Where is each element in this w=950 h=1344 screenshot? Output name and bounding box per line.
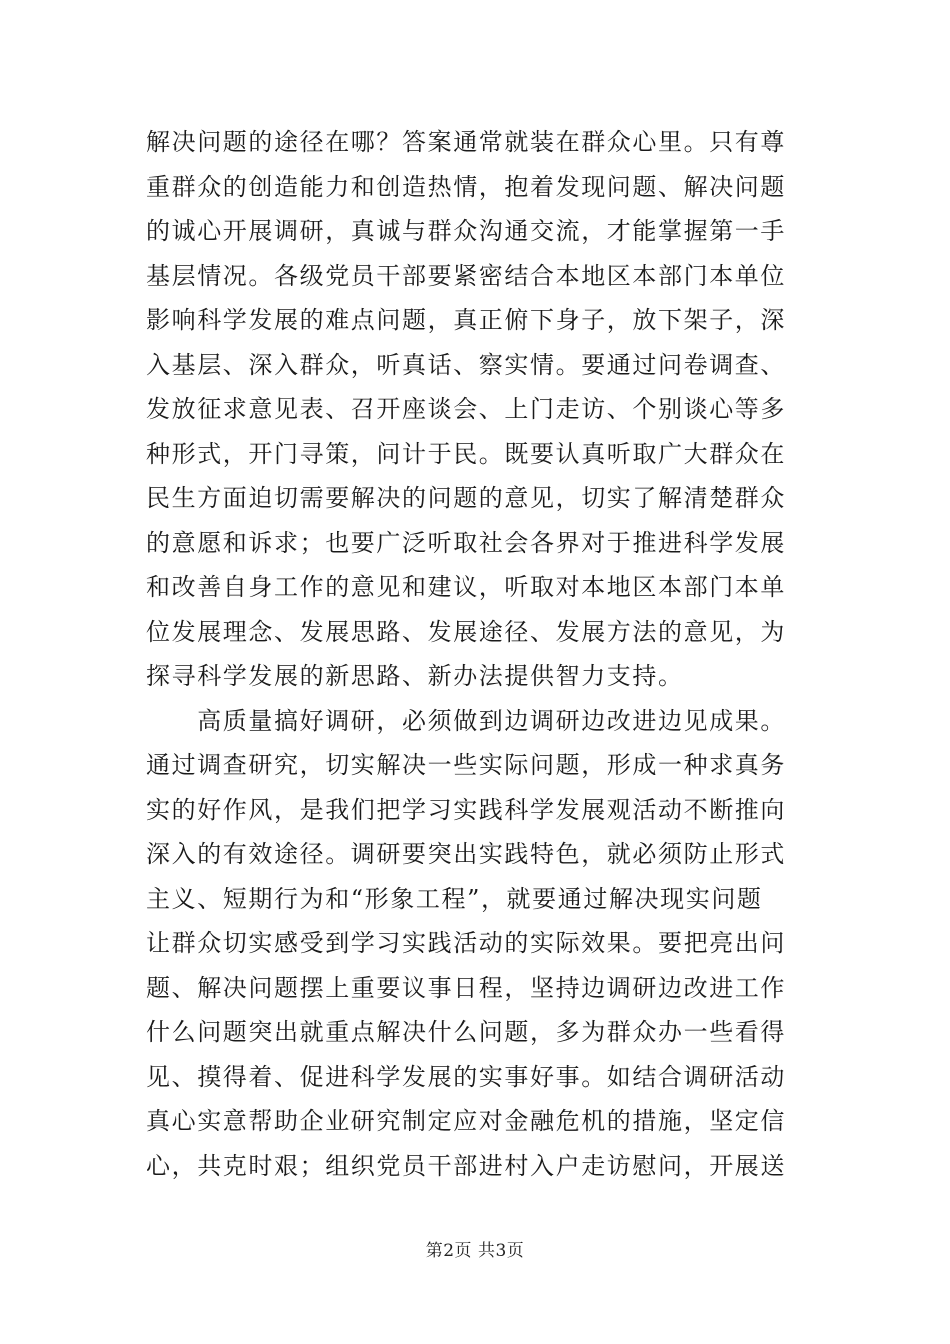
text-line: 真心实意帮助企业研究制定应对金融危机的措施，坚定信 bbox=[146, 1107, 786, 1135]
text-line: 通过调查研究，切实解决一些实际问题，形成一种求真务 bbox=[146, 751, 786, 779]
text-line: 基层情况。各级党员干部要紧密结合本地区本部门本单位 bbox=[146, 261, 786, 290]
text-line: 的意愿和诉求；也要广泛听取社会各界对于推进科学发展 bbox=[146, 528, 786, 557]
body-text bbox=[146, 120, 806, 1188]
text-line: 位发展理念、发展思路、发展途径、发展方法的意见，为 bbox=[146, 617, 786, 646]
text-line: 发放征求意见表、召开座谈会、上门走访、个别谈心等多 bbox=[146, 395, 786, 423]
text-line: 主义、短期行为和“形象工程”，就要通过解决现实问题 bbox=[146, 884, 763, 913]
text-line: 什么问题突出就重点解决什么问题，多为群众办一些看得 bbox=[146, 1018, 786, 1046]
text-line: 见、摸得着、促进科学发展的实事好事。如结合调研活动 bbox=[146, 1062, 786, 1091]
text-line: 的诚心开展调研，真诚与群众沟通交流，才能掌握第一手 bbox=[146, 217, 786, 245]
text-line: 解决问题的途径在哪？答案通常就装在群众心里。只有尊 bbox=[146, 128, 786, 156]
text-line: 心，共克时艰；组织党员干部进村入户走访慰问，开展送 bbox=[146, 1151, 786, 1180]
text-line: 让群众切实感受到学习实践活动的实际效果。要把亮出问 bbox=[146, 929, 786, 957]
text-line: 影响科学发展的难点问题，真正俯下身子，放下架子，深 bbox=[146, 306, 786, 334]
text-line: 深入的有效途径。调研要突出实践特色，就必须防止形式 bbox=[146, 840, 786, 868]
text-line: 实的好作风，是我们把学习实践科学发展观活动不断推向 bbox=[146, 795, 786, 824]
text-line: 种形式，开门寻策，问计于民。既要认真听取广大群众在 bbox=[146, 439, 786, 468]
text-line: 重群众的创造能力和创造热情，抱着发现问题、解决问题 bbox=[146, 172, 786, 201]
text-line: 入基层、深入群众，听真话、察实情。要通过问卷调查、 bbox=[146, 350, 786, 379]
text-line: 题、解决问题摆上重要议事日程，坚持边调研边改进工作 bbox=[146, 973, 786, 1002]
text-line: 民生方面迫切需要解决的问题的意见，切实了解清楚群众 bbox=[146, 484, 786, 512]
text-line: 高质量搞好调研，必须做到边调研边改进边见成果。 bbox=[146, 706, 786, 735]
text-line: 和改善自身工作的意见和建议，听取对本地区本部门本单 bbox=[146, 573, 786, 601]
text-line: 探寻科学发展的新思路、新办法提供智力支持。 bbox=[146, 662, 684, 690]
page-footer: 第2页 共3页 bbox=[425, 1241, 525, 1261]
